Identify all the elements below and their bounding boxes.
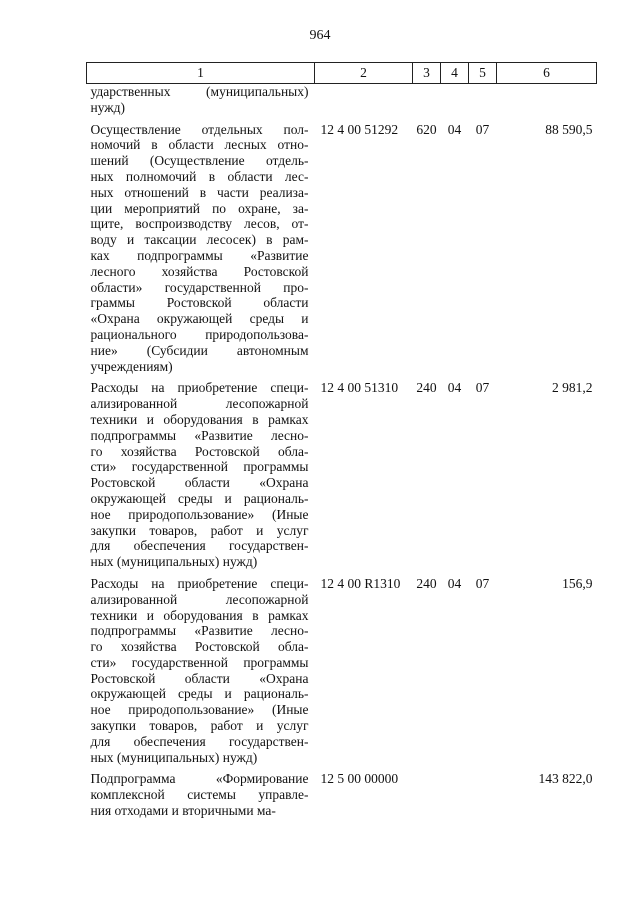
description-line: ализированной лесопожарной xyxy=(90,591,309,607)
column-header: 4 xyxy=(441,63,469,84)
description-line: ное природопользование» (Иные xyxy=(90,702,309,718)
section-code xyxy=(441,771,469,824)
expense-type-code: 240 xyxy=(416,380,437,396)
description-line: закупки товаров, работ и услуг xyxy=(90,718,309,734)
column-header: 3 xyxy=(413,63,441,84)
description-line: щите, воспроизводству лесов, от- xyxy=(90,216,309,232)
subsection-code: 07 xyxy=(475,380,490,396)
column-header: 2 xyxy=(315,63,413,84)
description-line: Расходы на приобретение специ- xyxy=(90,575,309,591)
amount-value: 88 590,5 xyxy=(545,121,593,137)
description-line: окружающей среды и рациональ- xyxy=(90,686,309,702)
description-line: ных (муниципальных) нужд) xyxy=(90,749,258,765)
description-line: Ростовской области «Охрана xyxy=(90,475,309,491)
classification-code: 12 5 00 00000 xyxy=(320,771,399,787)
subsection-code xyxy=(469,84,497,122)
classification-code: 12 4 00 51292 xyxy=(320,121,399,137)
description-line: го хозяйства Ростовской обла- xyxy=(90,639,309,655)
description-line: учреждениям) xyxy=(90,358,173,374)
subsection-code: 07 xyxy=(475,121,490,137)
description-line: ных (муниципальных) нужд) xyxy=(90,554,258,570)
description-line: Ростовской области «Охрана xyxy=(90,670,309,686)
table-row xyxy=(87,380,597,576)
description-line: нужд) xyxy=(90,99,125,115)
description-line: закупки товаров, работ и услуг xyxy=(90,522,309,538)
description-line: ние» (Субсидии автономным xyxy=(90,342,309,358)
subsection-code xyxy=(469,771,497,824)
subsection-code: 07 xyxy=(475,575,490,591)
section-code: 04 xyxy=(447,380,462,396)
column-header: 5 xyxy=(469,63,497,84)
expense-type-code xyxy=(413,84,441,122)
description-line: для обеспечения государствен- xyxy=(90,538,309,554)
classification-code: 12 4 00 R1310 xyxy=(320,575,401,591)
description-line: окружающей среды и рациональ- xyxy=(90,490,309,506)
description-line: комплексной системы управле- xyxy=(90,787,309,803)
amount-value: 2 981,2 xyxy=(552,380,593,396)
description-line: ных отношений в части реализа- xyxy=(90,184,309,200)
classification-code: 12 4 00 51310 xyxy=(320,380,399,396)
budget-table xyxy=(86,62,597,825)
amount-value: 156,9 xyxy=(562,575,593,591)
amount-value: 143 822,0 xyxy=(538,771,593,787)
description-line: техники и оборудования в рамках xyxy=(90,411,309,427)
description-line: ции мероприятий по охране, за- xyxy=(90,200,309,216)
description-line: ударственных (муниципальных) xyxy=(90,84,309,99)
description-line: ализированной лесопожарной xyxy=(90,396,309,412)
section-code: 04 xyxy=(447,121,462,137)
description-line: ках подпрограммы «Развитие xyxy=(90,247,309,263)
description-line: воду и таксации лесосек) в рам- xyxy=(90,232,309,248)
column-header: 1 xyxy=(87,63,315,84)
description-line: Подпрограмма «Формирование xyxy=(90,771,309,787)
row-description xyxy=(87,122,315,381)
page-number: 964 xyxy=(309,28,331,43)
row-description xyxy=(87,84,315,122)
description-line: шений (Осуществление отдель- xyxy=(90,153,309,169)
description-line: рационального природопользова- xyxy=(90,326,309,342)
row-description xyxy=(87,380,315,576)
table-row xyxy=(87,122,597,381)
classification-code xyxy=(315,84,413,122)
description-line: граммы Ростовской области xyxy=(90,295,309,311)
description-line: ное природопользование» (Иные xyxy=(90,506,309,522)
description-line: техники и оборудования в рамках xyxy=(90,607,309,623)
description-line: сти» государственной программы xyxy=(90,654,309,670)
expense-type-code: 240 xyxy=(416,575,437,591)
description-line: Осуществление отдельных пол- xyxy=(90,121,309,137)
row-description xyxy=(87,771,315,824)
description-line: Расходы на приобретение специ- xyxy=(90,380,309,396)
description-line: подпрограммы «Развитие лесно- xyxy=(90,427,309,443)
amount-value xyxy=(497,84,597,122)
description-line: го хозяйства Ростовской обла- xyxy=(90,443,309,459)
row-description xyxy=(87,576,315,772)
table-row xyxy=(87,771,597,824)
table-row xyxy=(87,576,597,772)
description-line: сти» государственной программы xyxy=(90,459,309,475)
description-line: ния отходами и вторичными ма- xyxy=(90,803,276,819)
section-code: 04 xyxy=(447,575,462,591)
column-number-row xyxy=(87,63,597,84)
description-line: для обеспечения государствен- xyxy=(90,733,309,749)
description-line: лесного хозяйства Ростовской xyxy=(90,263,309,279)
description-line: подпрограммы «Развитие лесно- xyxy=(90,623,309,639)
section-code xyxy=(441,84,469,122)
description-line: области» государственной про- xyxy=(90,279,309,295)
table-row xyxy=(87,84,597,122)
description-line: номочий в области лесных отно- xyxy=(90,137,309,153)
expense-type-code xyxy=(413,771,441,824)
expense-type-code: 620 xyxy=(416,121,437,137)
column-header: 6 xyxy=(497,63,597,84)
description-line: ных полномочий в области лес- xyxy=(90,168,309,184)
description-line: «Охрана окружающей среды и xyxy=(90,311,309,327)
